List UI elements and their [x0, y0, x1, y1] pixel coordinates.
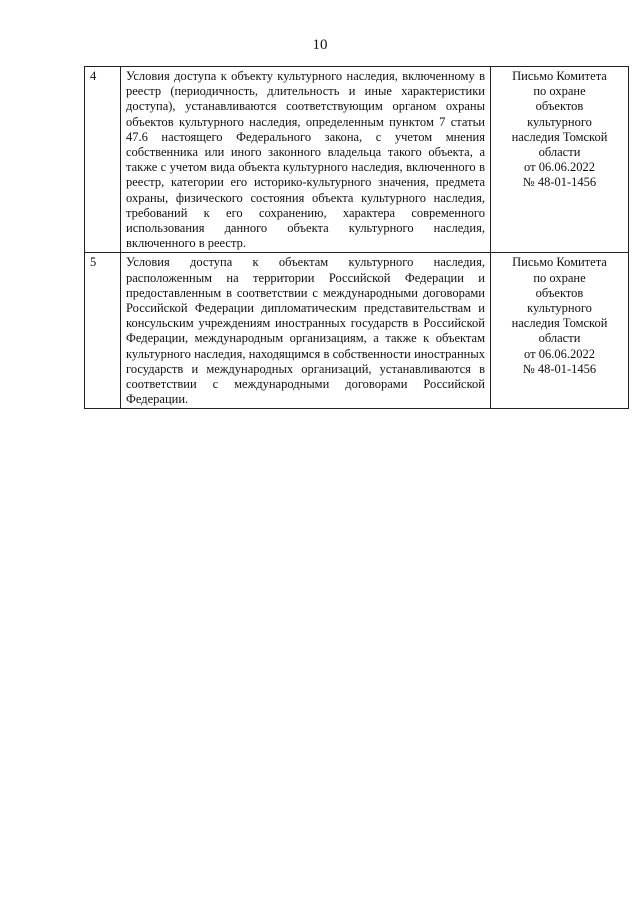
row-number: 4 [85, 67, 121, 253]
row-reference [491, 67, 629, 253]
reference-line: культурного [527, 301, 592, 316]
row-text: Условия доступа к объектам культурного наследия, расположенным на территории Российской Федерации и предоставленным в соответствии с международными договорами Российской Федерации дипломатическим представительствам и консульским учреждениям иностранных государств в Российской Федерации, международным организациям, а также к объектам культурного наследия, находящимся в собственности иностранных государств и международных организаций, устанавливаются в соответствии с международными договорами Российской Федерации. [121, 253, 491, 409]
reference-line: наследия Томской [511, 316, 608, 331]
reference-line: от 06.06.2022 [524, 160, 595, 175]
reference-line: по охране [533, 270, 586, 285]
page-number: 10 [312, 37, 328, 53]
reference-line: от 06.06.2022 [524, 346, 595, 361]
row-number: 5 [85, 253, 121, 409]
row-text: Условия доступа к объекту культурного наследия, включенному в реестр (периодичность, длительность и иные характеристики доступа), устанавливаются соответствующим органом охраны объектов культурного наследия, определенным пунктом 7 статьи 47.6 настоящего Федерального закона, с учетом мнения собственника или иного законного владельца такого объекта, а также с учетом вида объекта культурного наследия, включенного в реестр, категории его историко-культурного значения, предмета охраны, физического состояния объекта культурного наследия, требований к его сохранению, характера современного использования данного объекта культурного наследия, включенного в реестр. [121, 67, 491, 253]
reference-line: № 48-01-1456 [522, 175, 597, 190]
table-row [85, 253, 629, 409]
reference-line: области [538, 331, 581, 346]
reference-line: объектов [535, 285, 584, 300]
document-table [84, 66, 629, 409]
reference-line: Письмо Комитета [512, 69, 607, 83]
reference-line: по охране [533, 84, 586, 99]
reference-line: Письмо Комитета [512, 255, 607, 270]
reference-line: наследия Томской [511, 129, 608, 144]
row-reference [491, 253, 629, 409]
reference-line: области [538, 145, 581, 160]
reference-line: № 48-01-1456 [522, 361, 597, 376]
reference-line: объектов [535, 99, 584, 114]
table-row [85, 67, 629, 253]
reference-line: культурного [527, 114, 592, 129]
